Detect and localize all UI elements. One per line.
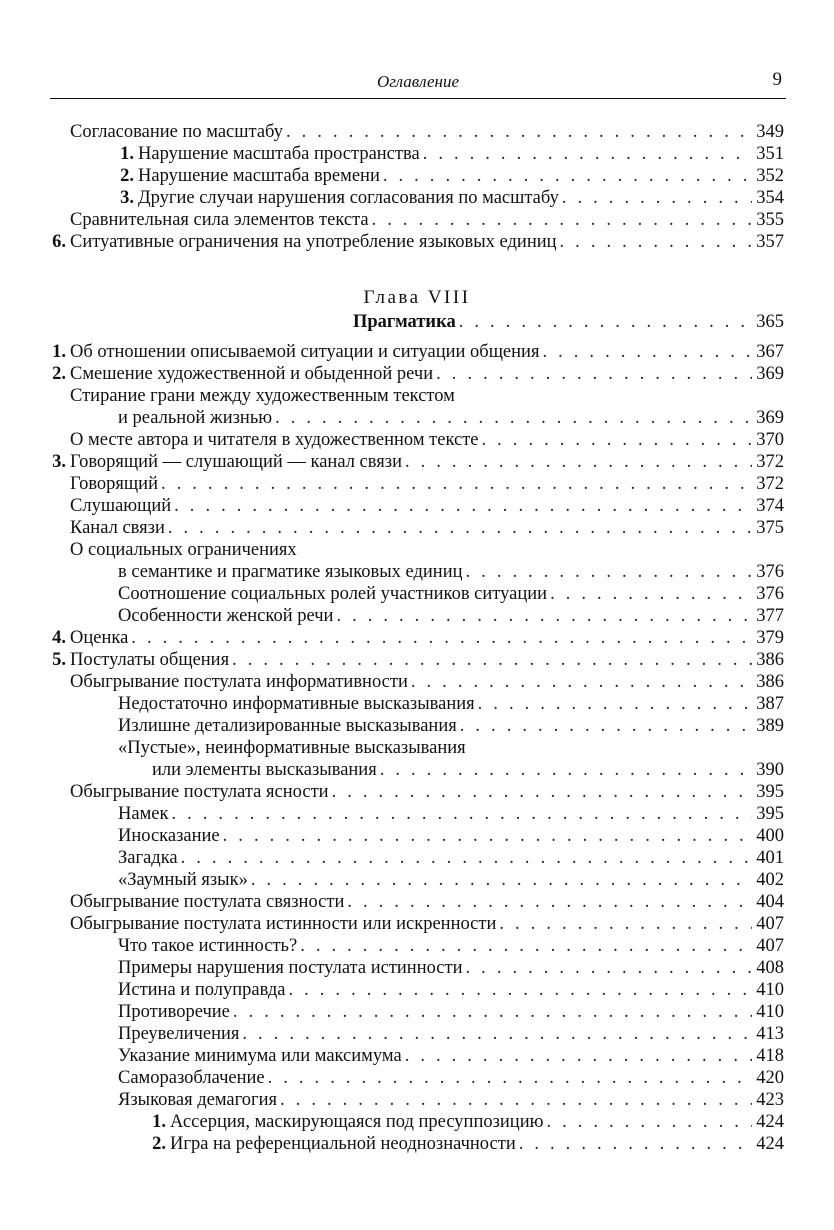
toc-page-number: 408 — [756, 958, 784, 978]
dot-leader — [560, 231, 753, 253]
toc-row[interactable] — [0, 627, 834, 649]
toc-entry-number: 1. — [152, 1112, 166, 1132]
toc-entry-text: Ситуативные ограничения на употребление языковых единиц — [70, 232, 557, 252]
dot-leader — [174, 495, 752, 517]
dot-leader — [436, 363, 752, 385]
dot-leader — [466, 561, 753, 583]
toc-page-number: 375 — [756, 518, 784, 538]
dot-leader — [300, 935, 752, 957]
toc-page-number: 376 — [756, 562, 784, 582]
toc-page-number: 420 — [756, 1068, 784, 1088]
toc-page-number: 376 — [756, 584, 784, 604]
dot-leader — [168, 517, 752, 539]
toc-entry-text: «Заумный язык» — [118, 870, 248, 890]
toc-entry-text: О социальных ограничениях — [70, 540, 297, 560]
dot-leader — [411, 671, 752, 693]
toc-page-number: 370 — [756, 430, 784, 450]
toc-row[interactable] — [0, 1089, 834, 1111]
dot-leader — [383, 165, 752, 187]
toc-page-number: 351 — [756, 144, 784, 164]
toc-entry-text: Оценка — [70, 628, 129, 648]
toc-page-number: 387 — [756, 694, 784, 714]
toc-page-number: 372 — [756, 474, 784, 494]
dot-leader — [233, 1001, 752, 1023]
toc-entry-text: Говорящий — [70, 474, 158, 494]
toc-entry-text: Особенности женской речи — [118, 606, 334, 626]
toc-row[interactable] — [0, 935, 834, 957]
toc-page-number: 369 — [756, 364, 784, 384]
toc-page-number: 413 — [756, 1024, 784, 1044]
dot-leader — [131, 627, 752, 649]
toc-row[interactable] — [0, 913, 834, 935]
toc-entry-number: 2. — [120, 166, 134, 186]
toc-row[interactable] — [0, 891, 834, 913]
toc-row[interactable] — [0, 979, 834, 1001]
toc-entry-text: Недостаточно информативные высказывания — [118, 694, 475, 714]
toc-entry-text: Саморазоблачение — [118, 1068, 265, 1088]
toc-row[interactable] — [0, 1001, 834, 1023]
toc-entry-text: и реальной жизнью — [118, 408, 273, 428]
toc-entry-text: Указание минимума или максимума — [118, 1046, 402, 1066]
dot-leader — [181, 847, 753, 869]
toc-row[interactable] — [0, 1133, 834, 1155]
toc-page-number: 357 — [756, 232, 784, 252]
toc-entry-text: Преувеличения — [118, 1024, 240, 1044]
toc-page-number: 365 — [756, 312, 784, 332]
toc-entry-text: Согласование по масштабу — [70, 122, 283, 142]
toc-row[interactable] — [0, 649, 834, 671]
toc-row[interactable] — [0, 1067, 834, 1089]
chapter-title: Прагматика — [353, 312, 456, 332]
toc-page-number: 418 — [756, 1046, 784, 1066]
toc-row[interactable] — [0, 847, 834, 869]
dot-leader — [288, 979, 752, 1001]
toc-entry-number: 1. — [120, 144, 134, 164]
dot-leader — [242, 1023, 752, 1045]
toc-entry-text: Об отношении описываемой ситуации и ситуации общения — [70, 342, 540, 362]
toc-page-number: 407 — [756, 936, 784, 956]
toc-entry-number: 6. — [52, 232, 66, 252]
toc-row[interactable] — [0, 1023, 834, 1045]
toc-entry-text: Другие случаи нарушения согласования по масштабу — [138, 188, 559, 208]
toc-row[interactable] — [0, 517, 834, 539]
toc-entry-text: или элементы высказывания — [152, 760, 377, 780]
toc-row[interactable] — [0, 165, 834, 187]
toc-row[interactable] — [0, 715, 834, 737]
toc-page-number: 369 — [756, 408, 784, 428]
toc-page-number: 352 — [756, 166, 784, 186]
toc-entry-text: Примеры нарушения постулата истинности — [118, 958, 463, 978]
dot-leader — [232, 649, 752, 671]
dot-leader — [460, 715, 753, 737]
toc-page-number: 379 — [756, 628, 784, 648]
dot-leader — [286, 121, 752, 143]
toc-page-number: 386 — [756, 650, 784, 670]
dot-leader — [380, 759, 753, 781]
toc-row[interactable] — [0, 583, 834, 605]
toc-entry-text: Истина и полуправда — [118, 980, 286, 1000]
toc-row[interactable] — [0, 495, 834, 517]
toc-row[interactable] — [0, 693, 834, 715]
toc-row[interactable] — [0, 605, 834, 627]
toc-entry-text: О месте автора и читателя в художественном тексте — [70, 430, 479, 450]
toc-entry-text: Слушающий — [70, 496, 172, 516]
toc-entry-text: «Пустые», неинформативные высказывания — [118, 738, 466, 758]
toc-row[interactable] — [0, 957, 834, 979]
toc-page-number: 395 — [756, 804, 784, 824]
toc-page-number: 355 — [756, 210, 784, 230]
toc-entry-text: Игра на референциальной неоднозначности — [170, 1134, 516, 1154]
toc-row[interactable] — [0, 429, 834, 451]
toc-entry-text: Иносказание — [118, 826, 220, 846]
toc-page-number: 372 — [756, 452, 784, 472]
toc-entry-text: Канал связи — [70, 518, 165, 538]
toc-row[interactable] — [0, 187, 834, 209]
toc-row[interactable] — [0, 781, 834, 803]
toc-page-number: 395 — [756, 782, 784, 802]
toc-row[interactable] — [0, 407, 834, 429]
toc-entry-text: Обыгрывание постулата связности — [70, 892, 345, 912]
page-number: 9 — [772, 69, 782, 90]
dot-leader — [542, 341, 752, 363]
toc-row[interactable] — [0, 561, 834, 583]
toc-page-number: 400 — [756, 826, 784, 846]
toc-entry-text: Загадка — [118, 848, 178, 868]
dot-leader — [332, 781, 753, 803]
toc-entry-number: 4. — [52, 628, 66, 648]
toc-row[interactable] — [0, 803, 834, 825]
toc-entry-text: Противоречие — [118, 1002, 230, 1022]
toc-page-number: 386 — [756, 672, 784, 692]
chapter-label: Глава VIII — [363, 287, 471, 308]
toc-row[interactable] — [0, 385, 834, 407]
toc-entry-number: 2. — [52, 364, 66, 384]
dot-leader — [499, 913, 752, 935]
dot-leader — [161, 473, 752, 495]
toc-row[interactable] — [0, 451, 834, 473]
toc-page-number: 424 — [756, 1112, 784, 1132]
toc-entry-number: 1. — [52, 342, 66, 362]
toc-entry-text: Языковая демагогия — [118, 1090, 278, 1110]
toc-page-number: 402 — [756, 870, 784, 890]
dot-leader — [275, 407, 752, 429]
toc-entry-text: Стирание грани между художественным текстом — [70, 386, 455, 406]
dot-leader — [372, 209, 753, 231]
toc-row[interactable] — [0, 473, 834, 495]
dot-leader — [423, 143, 753, 165]
toc-row[interactable] — [0, 363, 834, 385]
toc-page-number: 424 — [756, 1134, 784, 1154]
toc-entry-text: Сравнительная сила элементов текста — [70, 210, 369, 230]
toc-entry-text: в семантике и прагматике языковых единиц — [118, 562, 463, 582]
running-header-title: Оглавление — [376, 72, 460, 91]
dot-leader — [562, 187, 752, 209]
dot-leader — [459, 311, 753, 333]
toc-page-number: 410 — [756, 980, 784, 1000]
toc-entry-number: 3. — [120, 188, 134, 208]
toc-page-number: 401 — [756, 848, 784, 868]
toc-entry-text: Что такое истинность? — [118, 936, 298, 956]
toc-entry-text: Нарушение масштаба времени — [138, 166, 380, 186]
toc-entry-text: Нарушение масштаба пространства — [138, 144, 420, 164]
toc-row[interactable] — [0, 231, 834, 253]
toc-page-number: 349 — [756, 122, 784, 142]
dot-leader — [550, 583, 752, 605]
toc-page-number: 374 — [756, 496, 784, 516]
toc-row[interactable] — [0, 825, 834, 847]
dot-leader — [466, 957, 753, 979]
toc-row[interactable] — [0, 143, 834, 165]
toc-page-number: 354 — [756, 188, 784, 208]
toc-entry-number: 5. — [52, 650, 66, 670]
chapter-title-row[interactable] — [0, 311, 834, 333]
dot-leader — [280, 1089, 752, 1111]
dot-leader — [482, 429, 753, 451]
dot-leader — [546, 1111, 752, 1133]
dot-leader — [251, 869, 752, 891]
dot-leader — [478, 693, 753, 715]
toc-entry-number: 3. — [52, 452, 66, 472]
dot-leader — [171, 803, 752, 825]
toc-entry-text: Ассерция, маскирующаяся под пресуппозицию — [170, 1112, 544, 1132]
toc-entry-text: Излишне детализированные высказывания — [118, 716, 457, 736]
toc-row[interactable] — [0, 341, 834, 363]
toc-row[interactable] — [0, 671, 834, 693]
toc-row[interactable] — [0, 759, 834, 781]
dot-leader — [405, 1045, 753, 1067]
toc-page-number: 390 — [756, 760, 784, 780]
toc-page-number: 423 — [756, 1090, 784, 1110]
toc-entry-text: Говорящий — слушающий — канал связи — [70, 452, 402, 472]
toc-row[interactable] — [0, 737, 834, 759]
toc-entry-text: Постулаты общения — [70, 650, 230, 670]
toc-page-number: 389 — [756, 716, 784, 736]
toc-row[interactable] — [0, 121, 834, 143]
dot-leader — [519, 1133, 753, 1155]
toc-page-number: 407 — [756, 914, 784, 934]
toc-row[interactable] — [0, 1045, 834, 1067]
toc-row[interactable] — [0, 869, 834, 891]
toc-entry-number: 2. — [152, 1134, 166, 1154]
toc-entry-text: Обыгрывание постулата истинности или искренности — [70, 914, 497, 934]
toc-entry-text: Обыгрывание постулата информативности — [70, 672, 408, 692]
toc-page-number: 410 — [756, 1002, 784, 1022]
toc-entry-text: Смешение художественной и обыденной речи — [70, 364, 434, 384]
dot-leader — [405, 451, 752, 473]
dot-leader — [268, 1067, 753, 1089]
toc-page-number: 404 — [756, 892, 784, 912]
dot-leader — [347, 891, 752, 913]
toc-row[interactable] — [0, 1111, 834, 1133]
running-header — [50, 68, 786, 96]
toc-page-number: 367 — [756, 342, 784, 362]
toc-entry-text: Обыгрывание постулата ясности — [70, 782, 329, 802]
toc-row[interactable] — [0, 539, 834, 561]
dot-leader — [223, 825, 753, 847]
toc-page-number: 377 — [756, 606, 784, 626]
header-rule — [50, 98, 786, 99]
dot-leader — [336, 605, 752, 627]
toc-entry-text: Соотношение социальных ролей участников ситуации — [118, 584, 548, 604]
toc-row[interactable] — [0, 209, 834, 231]
toc-entry-text: Намек — [118, 804, 169, 824]
